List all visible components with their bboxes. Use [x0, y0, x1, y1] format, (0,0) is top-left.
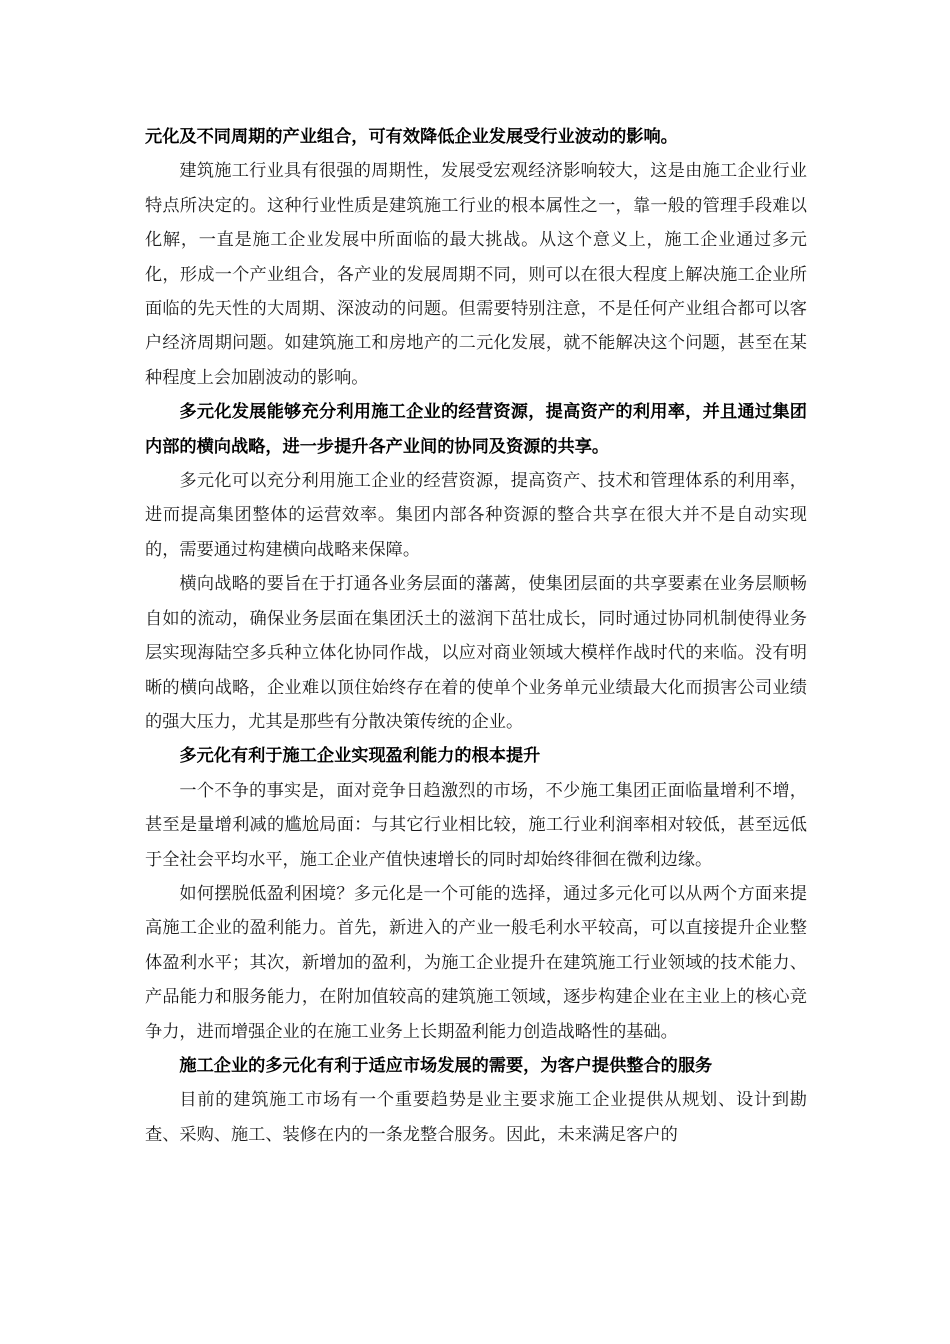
paragraph-body: 目前的建筑施工市场有一个重要趋势是业主要求施工企业提供从规划、设计到勘查、采购、施工、装修在内的一条龙整合服务。因此，未来满足客户的	[145, 1090, 807, 1145]
paragraph-heading: 多元化发展能够充分利用施工企业的经营资源，提高资产的利用率，并且通过集团内部的横向战略，进一步提升各产业间的协同及资源的共享。	[145, 402, 807, 457]
paragraph-body: 建筑施工行业具有很强的周期性，发展受宏观经济影响较大，这是由施工企业行业特点所决定的。这种行业性质是建筑施工行业的根本属性之一，靠一般的管理手段难以化解，一直是施工企业发展中所面临的最大挑战。从这个意义上，施工企业通过多元化，形成一个产业组合，各产业的发展周期不同，则可以在很大程度上解决施工企业所面临的先天性的大周期、深波动的问题。但需要特别注意，不是任何产业组合都可以客户经济周期问题。如建筑施工和房地产的二元化发展，就不能解决这个问题，甚至在某种程度上会加剧波动的影响。	[145, 161, 807, 388]
paragraph-heading: 多元化有利于施工企业实现盈利能力的根本提升	[179, 746, 541, 767]
paragraph-body: 横向战略的要旨在于打通各业务层面的藩蓠，使集团层面的共享要素在业务层顺畅自如的流动，确保业务层面在集团沃土的滋润下茁壮成长，同时通过协同机制使得业务层实现海陆空多兵种立体化协同作战，以应对商业领域大模样作战时代的来临。没有明晰的横向战略，企业难以顶住始终存在着的使单个业务单元业绩最大化而损害公司业绩的强大压力，尤其是那些有分散决策传统的企业。	[145, 574, 807, 732]
paragraph-body: 如何摆脱低盈利困境？多元化是一个可能的选择，通过多元化可以从两个方面来提高施工企业的盈利能力。首先，新进入的产业一般毛利水平较高，可以直接提升企业整体盈利水平；其次，新增加的盈利，为施工企业提升在建筑施工行业领域的技术能力、产品能力和服务能力，在附加值较高的建筑施工领域，逐步构建企业在主业上的核心竞争力，进而增强企业的在施工业务上长期盈利能力创造战略性的基础。	[145, 883, 807, 1042]
paragraph-heading: 施工企业的多元化有利于适应市场发展的需要，为客户提供整合的服务	[179, 1055, 713, 1076]
paragraph-body: 多元化可以充分利用施工企业的经营资源，提高资产、技术和管理体系的利用率，进而提高集团整体的运营效率。集团内部各种资源的整合共享在很大并不是自动实现的，需要通过构建横向战略来保障。	[145, 471, 807, 560]
paragraph-body: 一个不争的事实是，面对竞争日趋激烈的市场，不少施工集团正面临量增利不增，甚至是量增利减的尴尬局面：与其它行业相比较，施工行业利润率相对较低，甚至远低于全社会平均水平，施工企业产值快速增长的同时却始终徘徊在微利边缘。	[145, 780, 807, 870]
paragraph-heading-continuation: 元化及不同周期的产业组合，可有效降低企业发展受行业波动的影响。	[145, 127, 678, 147]
document-body	[145, 120, 807, 1152]
